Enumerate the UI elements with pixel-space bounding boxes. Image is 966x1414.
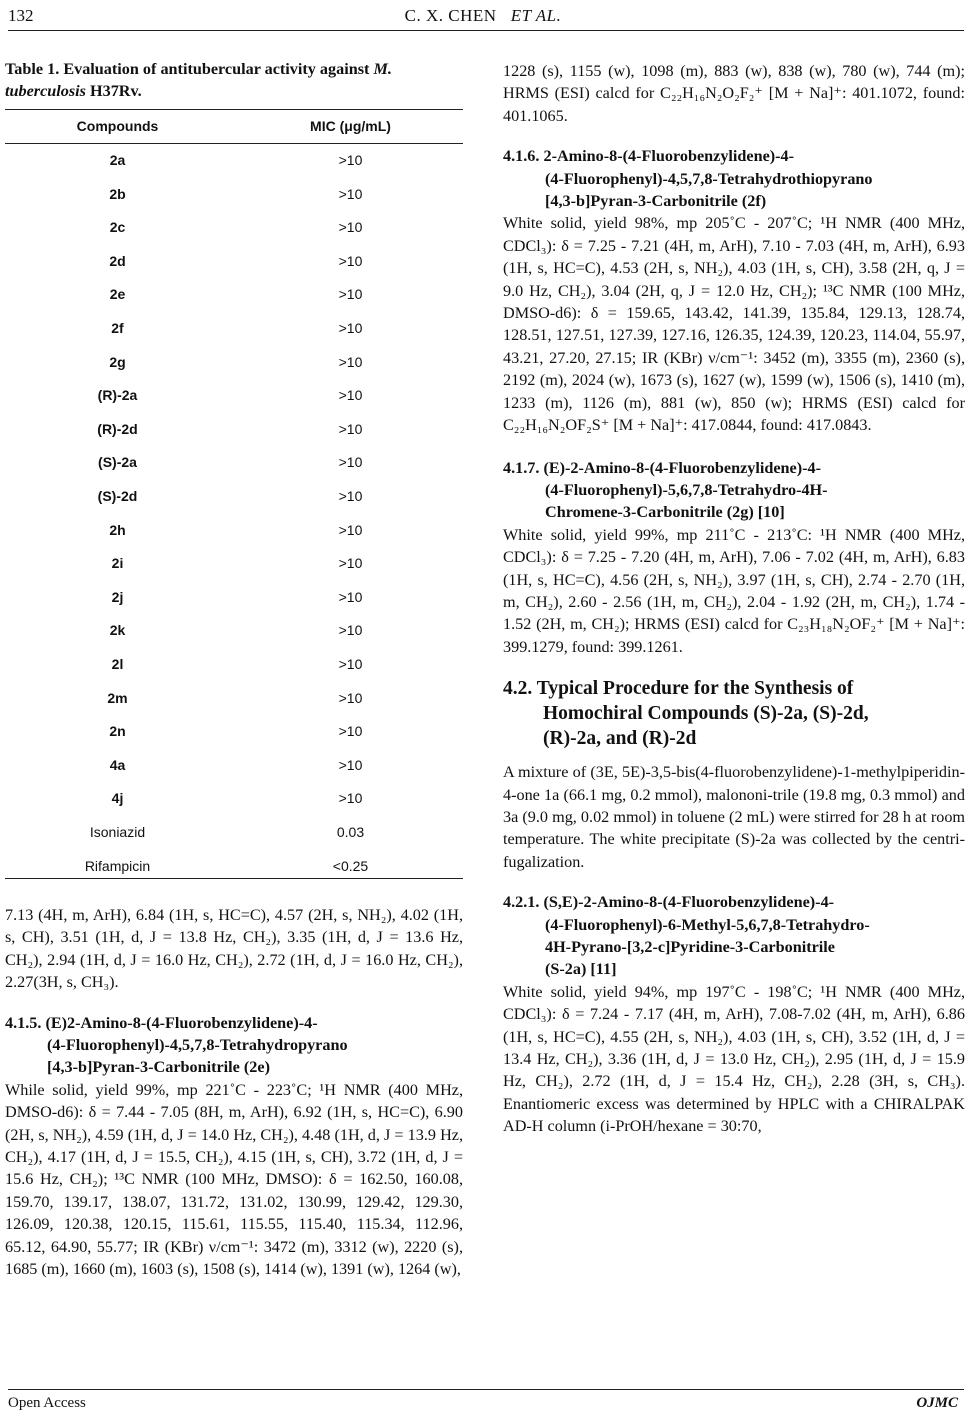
heading-line: (4-Fluorophenyl)-4,5,7,8-Tetrahydrothiopyrano (545, 169, 873, 188)
compound-cell: 2c (109, 219, 126, 236)
table-row (5, 723, 463, 757)
table-row (5, 186, 463, 220)
paragraph-2g: White solid, yield 99%, mp 211˚C - 213˚C: ¹H NMR (400 MHz, CDCl₃): δ = 7.25 - 7.20 (4H, m, ArH), 7.06 - 7.02 (4H, m, ArH), 6.83 (1H, s, HC=C), 4.56 (2H, s, NH₂), 3.97 (1H, s, CH), 2.74 - 2.70 (1H, m, CH₂), 2.60 - 2.56 (1H, m, CH₂), 2.04 - 1.92 (2H, m, CH₂), 1.74 - 1.52 (2H, m, CH₂); HRMS (ESI) calcd for C₂₃H₁₈N₂OF₂⁺ [M + Na]⁺: 399.1279, found: 399.1261. (503, 525, 965, 656)
footer-rule (8, 1389, 964, 1390)
paragraph-procedure: A mixture of (3E, 5E)-3,5-bis(4-fluorobenzylidene)-1-methylpiperidin-4-one 1a (66.1 mg, 0.2 mmol), malononi-trile (19.8 mg, 0.3 mmol) and 3a (9.0 mg, 0.02 mmol) in toluene (2 mL) were stirred for 28 h at room temperature. The white precipitate (S)-2a was collected by the centri-fugalization. (503, 763, 965, 871)
left-column-text (5, 904, 463, 1281)
section-heading-4-2-1 (503, 891, 965, 981)
mic-cell: >10 (338, 387, 363, 404)
compound-cell: 2m (107, 689, 128, 706)
heading-line: Homochiral Compounds (S)-2a, (S)-2d, (543, 703, 869, 725)
table-row (5, 522, 463, 556)
table-row (5, 757, 463, 791)
table-row (5, 690, 463, 724)
paragraph-continuation: 7.13 (4H, m, ArH), 6.84 (1H, s, HC=C), 4.57 (2H, s, NH₂), 4.02 (1H, s, CH), 3.51 (1H, d, J = 13.8 Hz, CH₂), 3.35 (1H, d, J = 13.6 Hz, CH₂), 2.94 (1H, d, J = 16.0 Hz, CH₂), 2.72 (1H, d, J = 16.0 Hz, CH₂), 2.27(3H, s, CH₃). (5, 906, 463, 992)
compound-cell: (S)-2d (97, 488, 138, 504)
table-caption-species: M. tuberculosis (5, 60, 392, 100)
table-row (5, 790, 463, 824)
heading-line: (4-Fluorophenyl)-5,6,7,8-Tetrahydro-4H- (545, 480, 828, 499)
heading-line: 4H-Pyrano-[3,2-c]Pyridine-3-Carbonitrile (545, 938, 835, 956)
mic-cell: >10 (338, 454, 363, 471)
table-caption-suffix: H37Rv. (85, 82, 142, 100)
table-row (5, 555, 463, 589)
heading-line: [4,3-b]Pyran-3-Carbonitrile (2f) (545, 192, 767, 211)
compound-cell: 2a (109, 152, 126, 168)
mic-cell: >10 (338, 756, 363, 773)
heading-line: Chromene-3-Carbonitrile (2g) [10] (545, 503, 785, 522)
paragraph-2f: White solid, yield 98%, mp 205˚C - 207˚C; ¹H NMR (400 MHz, CDCl₃): δ = 7.25 - 7.21 (4H, m, ArH), 7.10 - 7.03 (4H, m, ArH), 6.93 (1H, s, HC=C), 4.53 (2H, s, NH₂), 4.03 (1H, s, CH), 3.58 (2H, q, J = 9.0 Hz, CH₂), 3.04 (2H, q, J = 12.0 Hz, CH₂); ¹³C NMR (100 MHz, DMSO-d6): δ = 159.65, 143.42, 141.39, 135.84, 129.13, 128.74, 128.51, 127.51, 127.39, 127.16, 126.35, 124.39, 120.23, 114.04, 55.97, 43.21, 27.20, 27.15; IR (KBr) ν/cm⁻¹: 3452 (m), 3355 (m), 2360 (s), 2192 (m), 2024 (w), 1673 (s), 1627 (w), 1599 (w), 1506 (s), 1410 (m), 1233 (m), 1126 (m), 881 (w), 850 (w); HRMS (ESI) calcd for C₂₂H₁₆N₂OF₂S⁺ [M + Na]⁺: 417.0844, found: 417.0843. (503, 214, 965, 435)
compound-cell: Rifampicin (84, 857, 151, 874)
section-heading-4-1-6 (503, 145, 965, 212)
heading-line: 4.1.5. (E)2-Amino-8-(4-Fluorobenzylidene)-4- (5, 1013, 318, 1032)
heading-line: (R)-2a, and (R)-2d (543, 728, 697, 750)
table-row (5, 858, 463, 892)
table-row (5, 387, 463, 421)
table-row (5, 320, 463, 354)
compound-cell: 2d (109, 252, 126, 269)
mic-cell: <0.25 (332, 857, 369, 874)
heading-line: (S-2a) [11] (545, 960, 617, 979)
mic-cell: >10 (338, 656, 363, 672)
table-row (5, 286, 463, 320)
mic-cell: >10 (338, 320, 363, 336)
compound-cell: 2f (111, 320, 124, 336)
heading-line: 4.1.7. (E)-2-Amino-8-(4-Fluorobenzylidene)-4- (503, 458, 822, 477)
mic-cell: >10 (338, 185, 363, 202)
compound-cell: 2j (111, 588, 124, 605)
table-row (5, 824, 463, 858)
heading-line: 4.2. Typical Procedure for the Synthesis of (503, 678, 854, 700)
compound-cell: 2l (111, 656, 124, 672)
table-bottom-rule (5, 878, 463, 879)
paragraph-2e: While solid, yield 99%, mp 221˚C - 223˚C; ¹H NMR (400 MHz, DMSO-d6): δ = 7.44 - 7.05 (8H, m, ArH), 6.92 (1H, s, HC=C), 6.90 (2H, s, NH₂), 4.59 (1H, d, J = 14.0 Hz, CH₂), 4.48 (1H, d, J = 13.9 Hz, CH₂), 4.17 (1H, d, J = 15.5, CH₂), 4.15 (1H, s, CH), 3.72 (1H, d, J = 15.6 Hz, CH₂); ¹³C NMR (100 MHz, DMSO): δ = 162.50, 160.08, 159.70, 139.17, 138.07, 131.72, 131.02, 130.99, 129.42, 129.30, 126.09, 120.38, 120.15, 115.61, 115.55, 115.40, 115.34, 112.96, 65.12, 64.90, 55.77; IR (KBr) ν/cm⁻¹: 3472 (m), 3312 (w), 2220 (s), 1685 (m), 1660 (m), 1603 (s), 1508 (s), 1414 (w), 1391 (w), 1264 (w), (5, 1080, 463, 1279)
paragraph-s2a: White solid, yield 94%, mp 197˚C - 198˚C; ¹H NMR (400 MHz, CDCl₃): δ = 7.24 - 7.17 (4H, m, ArH), 7.08-7.02 (4H, m, ArH), 6.86 (1H, s, HC=C), 4.55 (2H, s, NH₂), 4.03 (1H, s, CH), 3.52 (1H, d, J = 13.4 Hz, CH₂), 3.36 (1H, d, J = 13.0 Hz, CH₂), 2.95 (1H, d, J = 15.9 Hz, CH₂), 2.72 (1H, d, J = 15.4 Hz, CH₂), 2.28 (3H, s, CH₃). Enantiomeric excess was determined by HPLC with a CHIRALPAK AD-H column (i-PrOH/hexane = 30:70, (503, 982, 965, 1136)
mic-cell: >10 (338, 219, 363, 236)
table-row (5, 421, 463, 455)
table-header-mic: MIC (μg/mL) (310, 118, 391, 134)
compound-cell: 4j (111, 790, 124, 807)
table-row (5, 656, 463, 690)
mic-cell: >10 (338, 790, 363, 807)
table-row (5, 152, 463, 186)
table-caption-prefix: Table 1. Evaluation of antitubercular activity against (5, 60, 374, 78)
running-header-authors: C. X. CHEN (404, 6, 497, 25)
mic-cell: >10 (338, 723, 363, 740)
heading-line: 4.2.1. (S,E)-2-Amino-8-(4-Fluorobenzylidene)-4- (503, 893, 835, 912)
section-heading-4-2 (503, 676, 965, 751)
compound-cell: 2g (109, 353, 126, 370)
heading-line: (4-Fluorophenyl)-6-Methyl-5,6,7,8-Tetrahydro- (545, 915, 870, 934)
heading-line: (4-Fluorophenyl)-4,5,7,8-Tetrahydropyrano (47, 1036, 348, 1055)
compound-cell: (S)-2a (98, 454, 137, 471)
heading-line: 4.1.6. 2-Amino-8-(4-Fluorobenzylidene)-4- (503, 147, 795, 166)
mic-cell: >10 (338, 555, 363, 572)
compound-cell: 2b (109, 185, 126, 202)
footer-open-access: Open Access (8, 1395, 86, 1411)
compound-cell: (R)-2a (97, 387, 138, 404)
mic-cell: >10 (338, 689, 363, 706)
table-row (5, 622, 463, 656)
table-top-rule (5, 109, 463, 110)
table-header-compounds: Compounds (76, 118, 159, 134)
running-header (0, 6, 966, 26)
compound-cell: 2k (109, 622, 126, 639)
footer-journal: OJMC (916, 1395, 958, 1411)
mic-cell: >10 (338, 488, 363, 504)
page-number: 132 (8, 6, 34, 25)
compound-cell: 2i (111, 555, 124, 572)
table-row (5, 488, 463, 522)
mic-cell: >10 (338, 588, 363, 605)
heading-line: [4,3-b]Pyran-3-Carbonitrile (2e) (47, 1058, 270, 1077)
section-heading-4-1-5 (5, 1012, 463, 1079)
mic-cell: >10 (338, 252, 363, 269)
table-row (5, 253, 463, 287)
running-header-et-al: ET AL. (510, 6, 562, 25)
compound-cell: 2h (109, 521, 126, 538)
compound-cell: 2e (109, 286, 126, 303)
table-row (5, 454, 463, 488)
table-row (5, 354, 463, 388)
header-rule (8, 30, 964, 31)
mic-cell: >10 (338, 286, 363, 303)
compound-cell: 4a (109, 756, 126, 773)
table-row (5, 219, 463, 253)
mic-cell: >10 (338, 152, 363, 168)
mic-cell: >10 (338, 420, 363, 437)
mic-cell: >10 (338, 622, 363, 639)
table-header-rule (5, 143, 463, 144)
mic-cell: 0.03 (336, 824, 365, 840)
mic-cell: >10 (338, 353, 363, 370)
table-row (5, 589, 463, 623)
table-caption (5, 58, 463, 102)
compound-cell: 2n (109, 723, 126, 740)
compound-cell: Isoniazid (89, 824, 146, 840)
mic-cell: >10 (338, 521, 363, 538)
compound-cell: (R)-2d (97, 420, 138, 437)
paragraph-continuation-right: 1228 (s), 1155 (w), 1098 (m), 883 (w), 838 (w), 780 (w), 744 (m); HRMS (ESI) calcd for C₂₂H₁₆N₂O₂F₂⁺ [M + Na]⁺: 401.1072, found: 401.1065. (503, 62, 965, 125)
right-column-text (503, 60, 965, 1138)
section-heading-4-1-7 (503, 457, 965, 524)
